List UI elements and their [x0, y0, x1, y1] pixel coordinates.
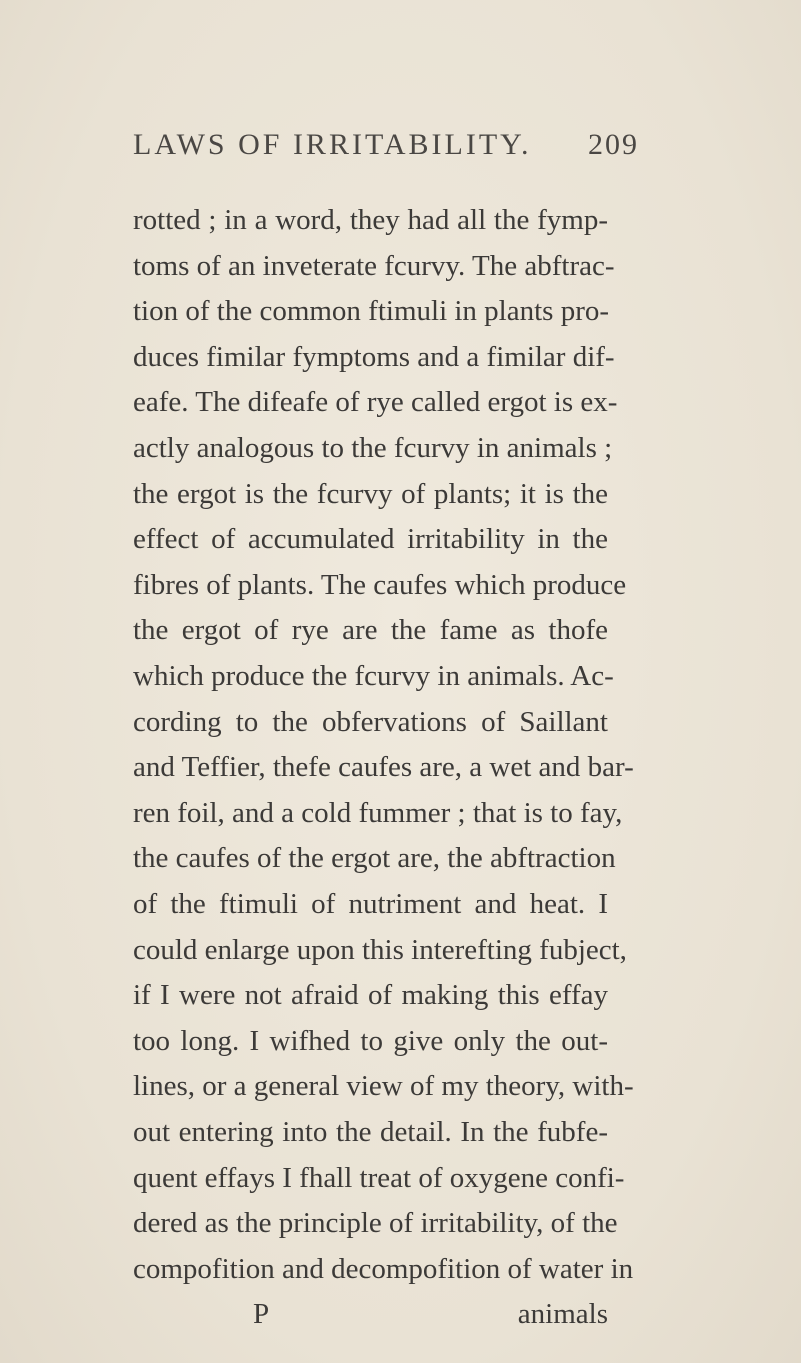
text-line: the ergot is the fcurvy of plants; it is the — [133, 477, 608, 510]
text-line: tion of the common ftimuli in plants pro- — [133, 295, 610, 328]
text-line: eafe. The difeafe of rye called ergot is ex- — [133, 386, 618, 419]
text-line: dered as the principle of irritability, of the — [133, 1207, 618, 1240]
text-line: out entering into the detail. In the fubfe- — [133, 1116, 608, 1148]
text-line: too long. I wifhed to give only the out- — [133, 1024, 608, 1057]
text-line: which produce the fcurvy in animals. Ac- — [133, 660, 614, 692]
text-line: actly analogous to the fcurvy in animals ; — [133, 432, 613, 464]
page-header — [0, 128, 801, 168]
text-line: of the ftimuli of nutriment and heat. I — [133, 888, 608, 920]
text-line: duces fimilar fymptoms and a fimilar dif- — [133, 340, 615, 373]
text-line: compofition and decompofition of water in — [133, 1252, 634, 1285]
text-line: fibres of plants. The caufes which produce — [133, 568, 627, 601]
text-line: if I were not afraid of making this effay — [133, 979, 608, 1012]
text-line: lines, or a general view of my theory, with- — [133, 1070, 634, 1103]
text-line: the ergot of rye are the fame as thofe — [133, 614, 608, 647]
page-footer — [133, 1294, 608, 1334]
catchword: animals — [517, 1298, 608, 1331]
text-line: effect of accumulated irritability in the — [133, 523, 608, 556]
text-line: rotted ; in a word, they had all the fymp- — [133, 204, 608, 236]
text-line: ren foil, and a cold fummer ; that is to fay, — [133, 796, 623, 829]
signature-mark: P — [253, 1298, 270, 1331]
text-line: could enlarge upon this interefting fubject, — [133, 933, 627, 966]
running-head: LAWS OF IRRITABILITY. — [133, 128, 532, 161]
text-line: and Teffier, thefe caufes are, a wet and bar- — [133, 751, 634, 784]
text-line: toms of an inveterate fcurvy. The abftrac- — [133, 249, 615, 282]
text-line: quent effays I fhall treat of oxygene confi- — [133, 1161, 625, 1194]
page-number: 209 — [588, 128, 639, 161]
text-line: cording to the obfervations of Saillant — [133, 705, 608, 738]
text-line: the caufes of the ergot are, the abftraction — [133, 842, 616, 875]
